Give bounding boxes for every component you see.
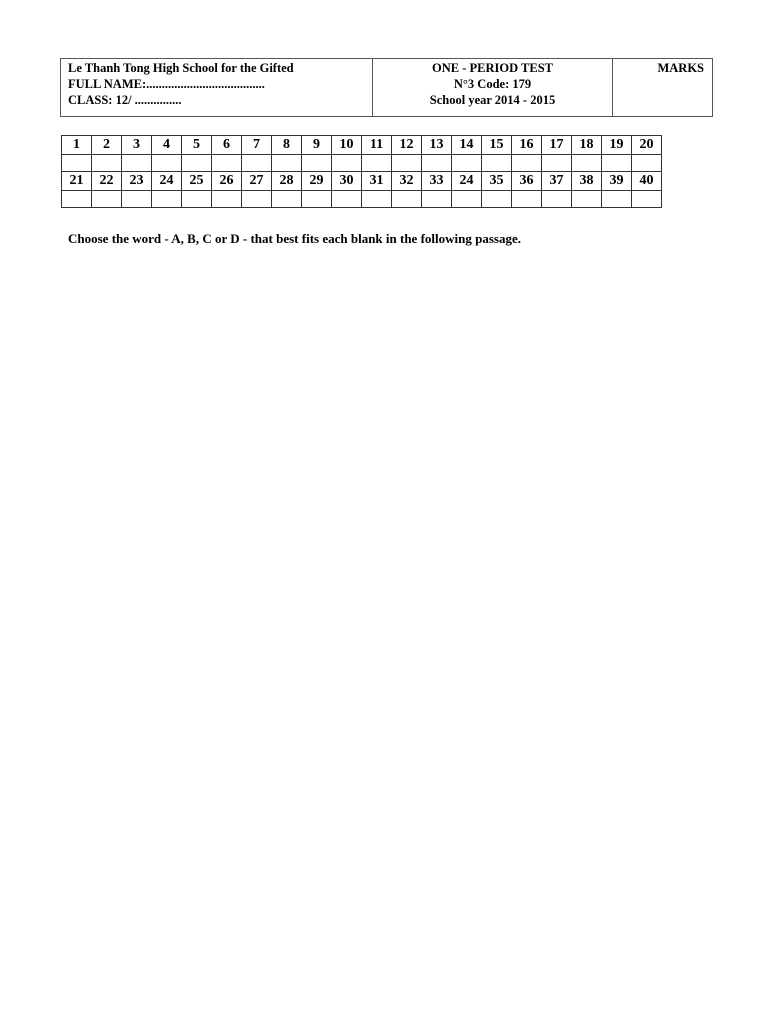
question-number-cell: 37 (542, 172, 572, 191)
answer-blank-cell[interactable] (152, 191, 182, 208)
question-number-cell: 30 (332, 172, 362, 191)
question-number-row-2 (62, 172, 662, 191)
question-number-cell: 22 (92, 172, 122, 191)
answer-blank-cell[interactable] (332, 155, 362, 172)
answer-blank-cell[interactable] (212, 155, 242, 172)
question-number-cell: 27 (242, 172, 272, 191)
answer-blank-cell[interactable] (122, 191, 152, 208)
answer-blank-cell[interactable] (542, 155, 572, 172)
question-number-cell: 33 (422, 172, 452, 191)
answer-blank-cell[interactable] (602, 155, 632, 172)
class-field: CLASS: 12/ ............... (68, 93, 182, 107)
answer-blank-cell[interactable] (272, 155, 302, 172)
question-number-cell: 35 (482, 172, 512, 191)
question-number-cell: 8 (272, 136, 302, 155)
question-number-cell: 7 (242, 136, 272, 155)
answer-blank-cell[interactable] (422, 191, 452, 208)
answer-blank-cell[interactable] (182, 191, 212, 208)
answer-blank-cell[interactable] (272, 191, 302, 208)
question-number-cell: 12 (392, 136, 422, 155)
question-number-cell: 24 (452, 172, 482, 191)
answer-row-2 (62, 191, 662, 208)
answer-blank-cell[interactable] (362, 191, 392, 208)
answer-blank-cell[interactable] (512, 155, 542, 172)
question-number-cell: 40 (632, 172, 662, 191)
question-number-cell: 18 (572, 136, 602, 155)
question-number-cell: 5 (182, 136, 212, 155)
answer-blank-cell[interactable] (452, 191, 482, 208)
question-number-cell: 2 (92, 136, 122, 155)
question-number-cell: 25 (182, 172, 212, 191)
test-info-cell (373, 59, 613, 116)
answer-blank-cell[interactable] (452, 155, 482, 172)
answer-blank-cell[interactable] (392, 155, 422, 172)
question-number-cell: 9 (302, 136, 332, 155)
question-number-cell: 32 (392, 172, 422, 191)
test-title: ONE - PERIOD TEST (432, 61, 553, 75)
answer-blank-cell[interactable] (332, 191, 362, 208)
question-number-cell: 15 (482, 136, 512, 155)
question-number-cell: 26 (212, 172, 242, 191)
question-number-cell: 24 (152, 172, 182, 191)
question-number-cell: 21 (62, 172, 92, 191)
test-code: N°3 Code: 179 (453, 77, 532, 91)
marks-label: MARKS (657, 61, 704, 75)
answer-blank-cell[interactable] (542, 191, 572, 208)
question-number-cell: 28 (272, 172, 302, 191)
answer-row-1 (62, 155, 662, 172)
answer-blank-cell[interactable] (302, 191, 332, 208)
question-number-cell: 39 (602, 172, 632, 191)
answer-blank-cell[interactable] (92, 191, 122, 208)
full-name-field: FULL NAME:...................................... (68, 77, 265, 91)
question-number-cell: 4 (152, 136, 182, 155)
question-number-cell: 13 (422, 136, 452, 155)
answer-blank-cell[interactable] (632, 191, 662, 208)
answer-blank-cell[interactable] (182, 155, 212, 172)
question-number-cell: 17 (542, 136, 572, 155)
question-number-cell: 3 (122, 136, 152, 155)
answer-blank-cell[interactable] (572, 191, 602, 208)
answer-blank-cell[interactable] (62, 155, 92, 172)
answer-blank-cell[interactable] (602, 191, 632, 208)
answer-blank-cell[interactable] (482, 191, 512, 208)
question-number-cell: 10 (332, 136, 362, 155)
answer-blank-cell[interactable] (572, 155, 602, 172)
answer-grid (61, 135, 662, 208)
answer-blank-cell[interactable] (242, 155, 272, 172)
answer-blank-cell[interactable] (392, 191, 422, 208)
question-number-cell: 1 (62, 136, 92, 155)
question-number-cell: 29 (302, 172, 332, 191)
question-number-cell: 16 (512, 136, 542, 155)
school-year: School year 2014 - 2015 (429, 93, 556, 107)
question-number-cell: 14 (452, 136, 482, 155)
answer-blank-cell[interactable] (362, 155, 392, 172)
instruction-text: Choose the word - A, B, C or D - that best fits each blank in the following passage. (68, 231, 521, 246)
answer-blank-cell[interactable] (152, 155, 182, 172)
question-number-cell: 6 (212, 136, 242, 155)
answer-blank-cell[interactable] (212, 191, 242, 208)
answer-blank-cell[interactable] (482, 155, 512, 172)
answer-blank-cell[interactable] (242, 191, 272, 208)
question-number-cell: 36 (512, 172, 542, 191)
question-number-cell: 20 (632, 136, 662, 155)
student-info-cell (61, 59, 373, 116)
question-number-cell: 11 (362, 136, 392, 155)
school-name: Le Thanh Tong High School for the Gifted (68, 61, 294, 75)
question-number-cell: 38 (572, 172, 602, 191)
answer-blank-cell[interactable] (512, 191, 542, 208)
question-number-cell: 31 (362, 172, 392, 191)
answer-blank-cell[interactable] (62, 191, 92, 208)
test-header-box (60, 58, 713, 117)
answer-blank-cell[interactable] (302, 155, 332, 172)
question-number-row-1 (62, 136, 662, 155)
answer-blank-cell[interactable] (122, 155, 152, 172)
answer-blank-cell[interactable] (632, 155, 662, 172)
question-number-cell: 23 (122, 172, 152, 191)
answer-blank-cell[interactable] (422, 155, 452, 172)
marks-cell (613, 59, 712, 116)
question-number-cell: 19 (602, 136, 632, 155)
answer-blank-cell[interactable] (92, 155, 122, 172)
